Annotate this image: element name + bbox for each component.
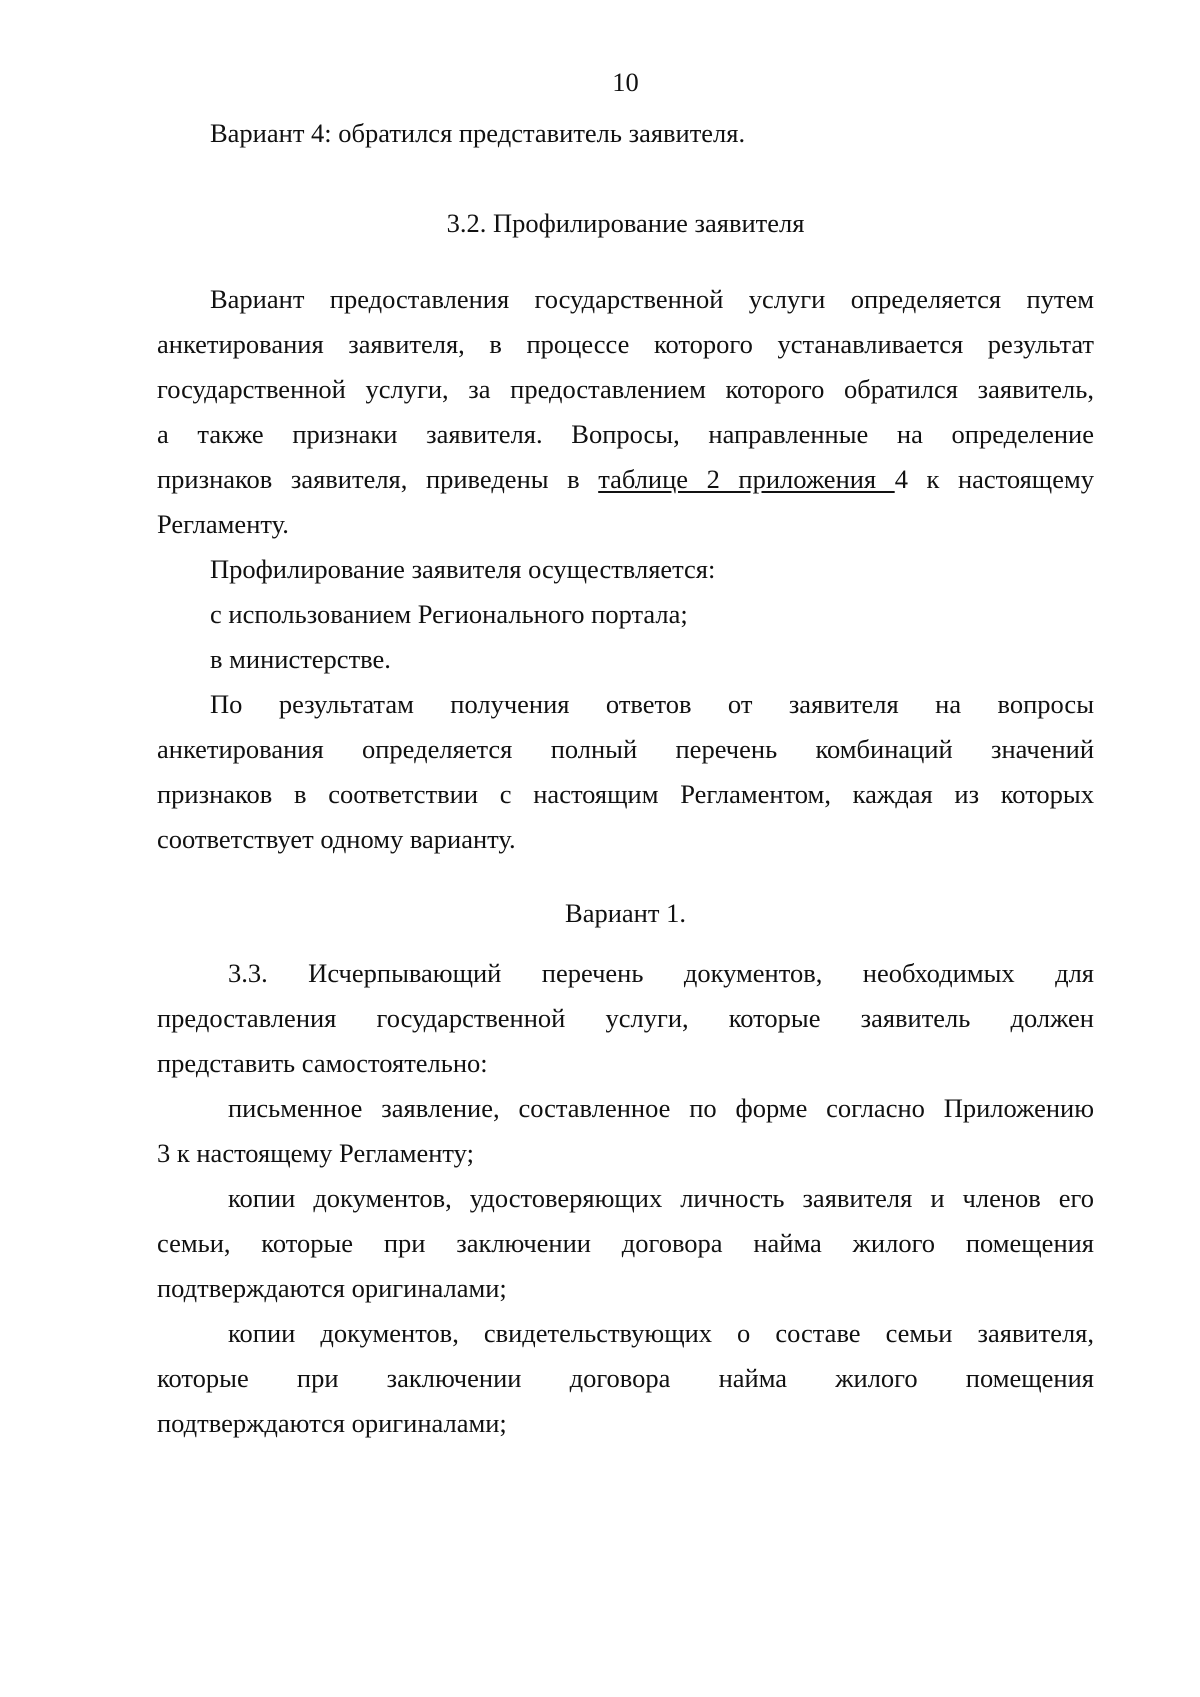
profiling-method-portal: с использованием Регионального портала; xyxy=(210,599,688,629)
text-fragment: признаков заявителя, приведены в xyxy=(157,464,599,494)
text-line: 3 к настоящему Регламенту; xyxy=(157,1138,474,1168)
text-line: которые при заключении договора найма жилого помещения xyxy=(157,1363,1094,1393)
variant-4-line: Вариант 4: обратился представитель заявителя. xyxy=(210,118,746,148)
text-line: подтверждаются оригиналами; xyxy=(157,1273,507,1303)
text-line: анкетирования заявителя, в процессе которого устанавливается результат xyxy=(157,329,1094,359)
text-line: копии документов, удостоверяющих личность заявителя и членов его xyxy=(228,1183,1094,1213)
variant-1-heading: Вариант 1. xyxy=(565,898,686,928)
text-line: признаков в соответствии с настоящим Регламентом, каждая из которых xyxy=(157,779,1094,809)
text-line: 3.3. Исчерпывающий перечень документов, необходимых для xyxy=(228,958,1094,988)
text-line: представить самостоятельно: xyxy=(157,1048,488,1078)
text-line: семьи, которые при заключении договора найма жилого помещения xyxy=(157,1228,1094,1258)
text-fragment: 4 к настоящему xyxy=(894,464,1094,494)
section-3-2-heading: 3.2. Профилирование заявителя xyxy=(446,208,805,238)
text-line: письменное заявление, составленное по форме согласно Приложению xyxy=(228,1093,1094,1123)
text-line: Вариант предоставления государственной услуги определяется путем xyxy=(210,284,1094,314)
text-line: государственной услуги, за предоставлением которого обратился заявитель, xyxy=(157,374,1094,404)
page-number: 10 xyxy=(612,67,639,97)
appendix-4-table-2-link[interactable]: таблице 2 приложения xyxy=(598,464,895,494)
text-line xyxy=(157,464,1094,494)
text-line: Регламенту. xyxy=(157,509,289,539)
profiling-intro: Профилирование заявителя осуществляется: xyxy=(210,554,716,584)
text-line: а также признаки заявителя. Вопросы, направленные на определение xyxy=(157,419,1094,449)
text-line: предоставления государственной услуги, которые заявитель должен xyxy=(157,1003,1094,1033)
profiling-method-ministry: в министерстве. xyxy=(210,644,391,674)
text-line: анкетирования определяется полный перечень комбинаций значений xyxy=(157,734,1094,764)
text-line: По результатам получения ответов от заявителя на вопросы xyxy=(210,689,1094,719)
text-line: копии документов, свидетельствующих о составе семьи заявителя, xyxy=(228,1318,1094,1348)
text-line: подтверждаются оригиналами; xyxy=(157,1408,507,1438)
text-line: соответствует одному варианту. xyxy=(157,824,516,854)
